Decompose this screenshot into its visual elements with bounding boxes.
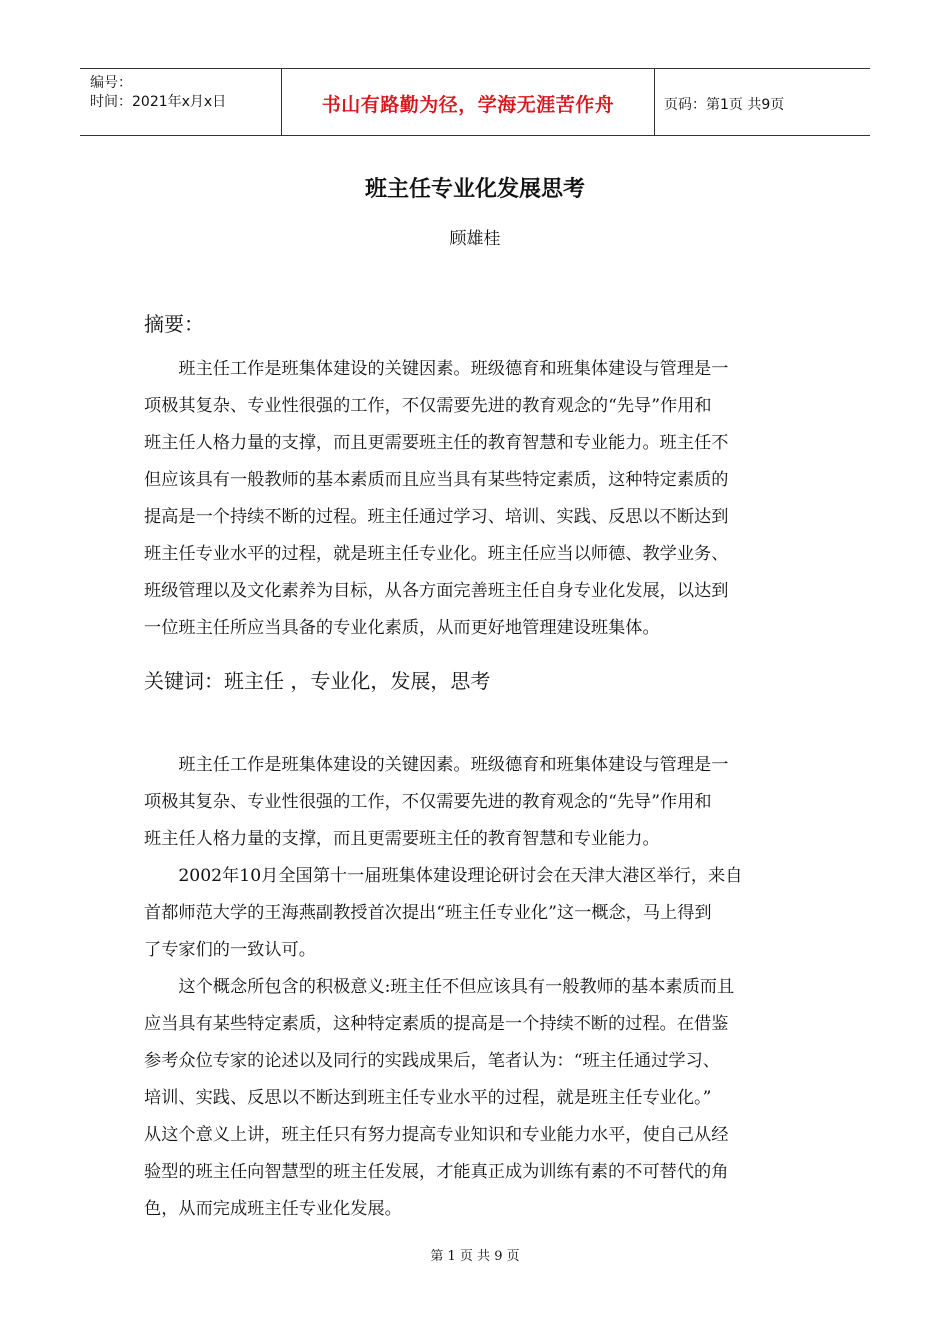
body-line: 项极其复杂、专业性很强的工作，不仅需要先进的教育观念的“先导”作用和	[144, 792, 712, 812]
abstract-line: 提高是一个持续不断的过程。班主任通过学习、培训、实践、反思以不断达到	[144, 507, 729, 527]
body-line: 首都师范大学的王海燕副教授首次提出“班主任专业化”这一概念，马上得到	[144, 903, 712, 923]
body-line: 班主任工作是班集体建设的关键因素。班级德育和班集体建设与管理是一	[144, 755, 729, 775]
body-line: 了专家们的一致认可。	[144, 940, 316, 960]
document-author: 顾雄桂	[449, 229, 501, 249]
body-line: 参考众位专家的论述以及同行的实践成果后，笔者认为：“班主任通过学习、	[144, 1051, 720, 1071]
abstract-line: 班级管理以及文化素养为目标，从各方面完善班主任自身专业化发展，以达到	[144, 581, 729, 601]
body-line: 色，从而完成班主任专业化发展。	[144, 1199, 402, 1219]
body-line: 培训、实践、反思以不断达到班主任专业水平的过程，就是班主任专业化。”	[144, 1088, 712, 1108]
abstract-line: 班主任工作是班集体建设的关键因素。班级德育和班集体建设与管理是一	[144, 359, 729, 379]
header-time-label: 时间：2021年x月x日	[90, 94, 227, 110]
body-line: 应当具有某些特定素质，这种特定素质的提高是一个持续不断的过程。在借鉴	[144, 1014, 729, 1034]
header-page-code: 页码：第1页 共9页	[664, 97, 785, 113]
abstract-line: 班主任人格力量的支撑，而且更需要班主任的教育智慧和专业能力。班主任不	[144, 433, 729, 453]
header-number-label: 编号：	[90, 75, 132, 91]
body-paragraph-1	[144, 747, 810, 858]
abstract-paragraph	[144, 351, 810, 647]
page-footer: 第 1 页 共 9 页	[430, 1249, 520, 1264]
body-line: 验型的班主任向智慧型的班主任发展，才能真正成为训练有素的不可替代的角	[144, 1162, 729, 1182]
header-motto: 书山有路勤为径，学海无涯苦作舟	[321, 94, 615, 116]
abstract-line: 一位班主任所应当具备的专业化素质，从而更好地管理建设班集体。	[144, 618, 660, 638]
body-line: 2002年10月全国第十一届班集体建设理论研讨会在天津大港区举行，来自	[144, 866, 743, 886]
body-paragraph-2	[144, 858, 810, 969]
body-line: 班主任人格力量的支撑，而且更需要班主任的教育智慧和专业能力。	[144, 829, 660, 849]
header-top-rule	[80, 68, 870, 69]
body-line: 这个概念所包含的积极意义:班主任不但应该具有一般教师的基本素质而且	[144, 977, 735, 997]
body-paragraph-3	[144, 969, 810, 1228]
abstract-line: 但应该具有一般教师的基本素质而且应当具有某些特定素质，这种特定素质的	[144, 470, 729, 490]
header-bottom-rule	[80, 135, 870, 136]
keywords-line: 关键词：班主任 ，专业化，发展，思考	[144, 669, 491, 693]
abstract-heading: 摘要：	[144, 312, 204, 336]
header-divider-right	[654, 68, 655, 136]
abstract-line: 项极其复杂、专业性很强的工作，不仅需要先进的教育观念的“先导”作用和	[144, 396, 712, 416]
abstract-line: 班主任专业水平的过程，就是班主任专业化。班主任应当以师德、教学业务、	[144, 544, 729, 564]
body-line: 从这个意义上讲，班主任只有努力提高专业知识和专业能力水平，使自己从经	[144, 1125, 729, 1145]
document-title: 班主任专业化发展思考	[364, 177, 585, 202]
